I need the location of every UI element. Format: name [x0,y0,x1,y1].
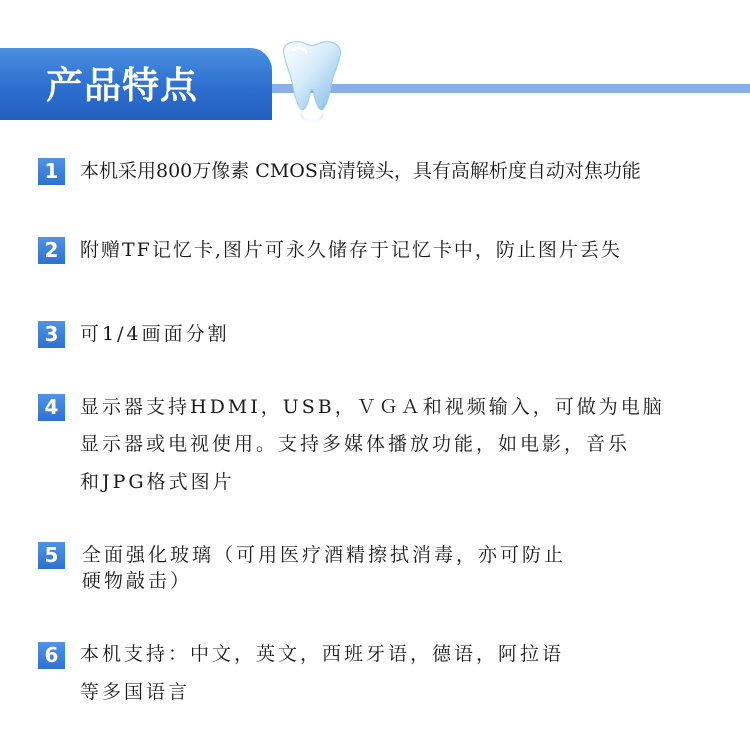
tooth-icon [270,36,354,136]
feature-number-badge: 2 [38,237,65,264]
feature-number-badge: 3 [38,321,65,348]
section-header [0,0,750,150]
feature-number-badge: 1 [38,158,65,185]
feature-number-badge: 4 [38,394,65,421]
feature-text-line: 等多国语言 [80,681,191,703]
feature-text-line: 显示器或电视使用。支持多媒体播放功能，如电影，音乐 [80,433,631,455]
feature-text-line: 可1/4画面分割 [80,323,230,345]
feature-text-line: 本机采用800万像素 CMOS高清镜头，具有高解析度自动对焦功能 [80,160,641,182]
feature-text-line: 硬物敲击） [82,570,193,592]
feature-text-line: 和JPG格式图片 [80,471,235,493]
feature-number-badge: 5 [38,542,65,569]
section-title: 产品特点 [46,64,198,107]
feature-text-line: 全面强化玻璃（可用医疗酒精擦拭消毒，亦可防止 [82,544,567,566]
feature-text-line: 本机支持：中文，英文，西班牙语，德语，阿拉语 [80,643,565,665]
feature-text-line: 附赠TF记忆卡,图片可永久储存于记忆卡中，防止图片丢失 [80,239,622,261]
feature-number-badge: 6 [38,642,65,669]
feature-text-line: 显示器支持HDMI，USB，ＶＧＡ和视频输入，可做为电脑 [80,396,665,418]
